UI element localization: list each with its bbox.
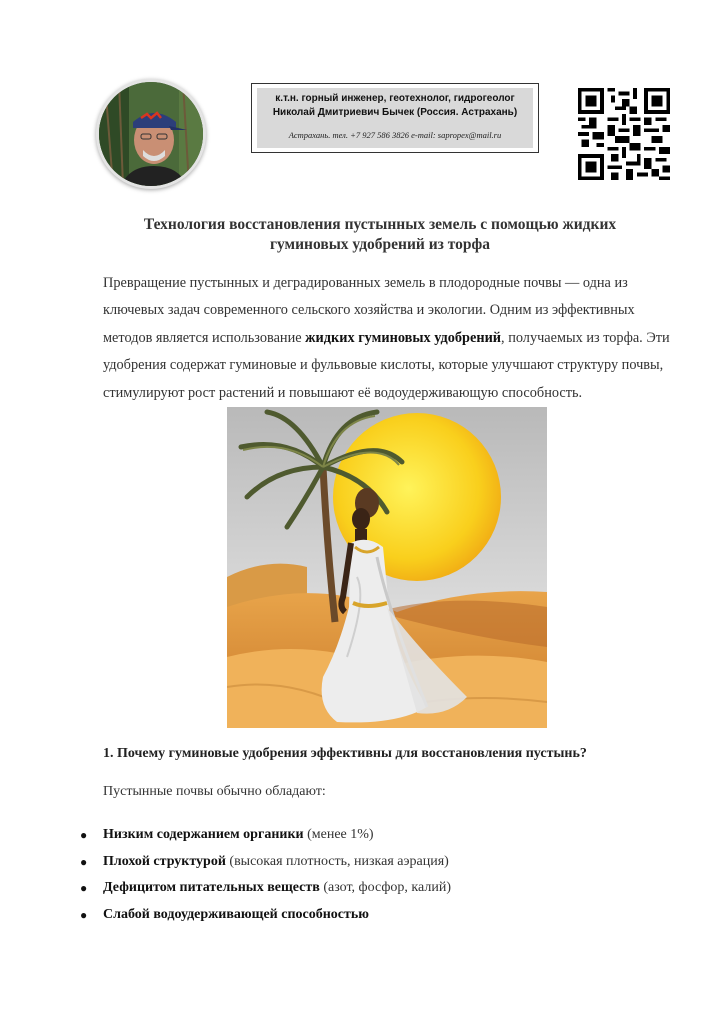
document-title-line2: гуминовых удобрений из торфа (269, 236, 491, 253)
author-info-box (251, 83, 539, 153)
bullet-dot-icon: ● (80, 881, 88, 896)
list-item-text: (азот, фосфор, калий) (319, 880, 451, 896)
list-item-bold: Плохой структурой (103, 853, 226, 869)
desert-palm-woman-illustration (227, 407, 547, 728)
author-contact: Астрахань. тел. +7 927 586 3826 e-mail: sapropex@mail.ru (288, 130, 502, 140)
intro-bold-term: жидких гуминовых удобрений (305, 329, 502, 346)
document-title (100, 215, 660, 255)
author-name: Николай Дмитриевич Бычек (Россия. Астрахань) (272, 107, 518, 118)
list-item-bold: Дефицитом питательных веществ (103, 880, 320, 896)
author-info-background (257, 88, 533, 148)
list-item-bold: Низким содержанием органики (103, 827, 304, 842)
list-item (78, 875, 698, 902)
list-item (78, 902, 698, 929)
list-item (78, 849, 698, 876)
list-item-bold: Слабой водоудерживающей способностью (103, 906, 369, 922)
author-photo (96, 79, 206, 189)
list-item-text: (высокая плотность, низкая аэрация) (225, 853, 449, 869)
section-heading: 1. Почему гуминовые удобрения эффективны для восстановления пустынь? (103, 746, 587, 761)
intro-paragraph (103, 270, 675, 407)
intro-text-1: Превращение пустынных и деградированных земель в плодородные почвы — одна из ключевых задач современного сельского хозяйства и экологии. Одним из эффективных методов является использование (103, 275, 635, 346)
bullet-dot-icon: ● (80, 828, 88, 842)
list-item (78, 822, 698, 849)
section-lead: Пустынные почвы обычно обладают: (103, 784, 326, 799)
author-credentials: к.т.н. горный инженер, геотехнолог, гидрогеолог (275, 93, 515, 104)
bullet-dot-icon: ● (80, 854, 88, 869)
bullet-dot-icon: ● (80, 907, 88, 922)
intro-text-2: , получаемых из торфа. Эти удобрения содержат гуминовые и фульвовые кислоты, которые улучшают структуру почвы, стимулируют рост растений и повышают её водоудерживающую способность. (103, 329, 670, 401)
properties-list (78, 822, 698, 928)
list-item-text: (менее 1%) (303, 827, 374, 842)
qr-code (578, 88, 670, 180)
document-title-line1: Технология восстановления пустынных земель с помощью жидких (143, 216, 617, 233)
